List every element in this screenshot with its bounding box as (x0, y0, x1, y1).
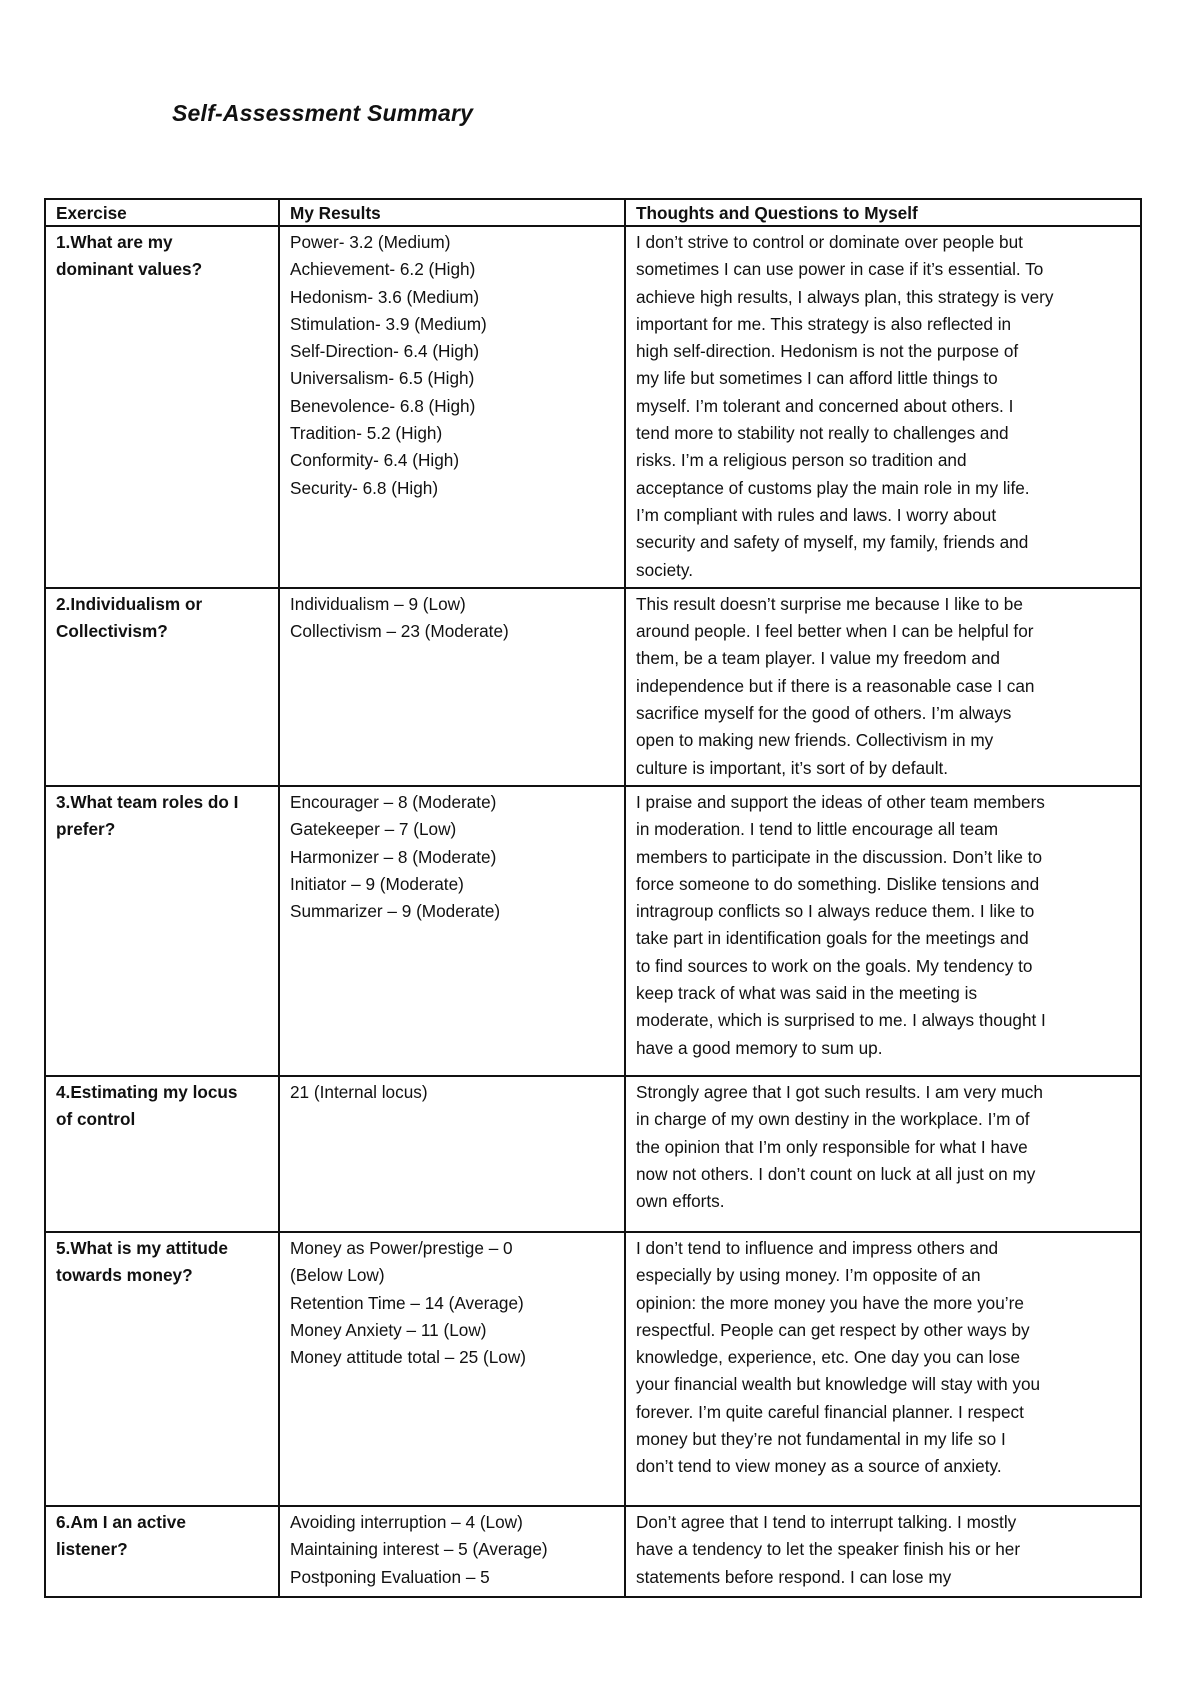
thoughts-line: high self-direction. Hedonism is not the purpose of (636, 341, 1019, 362)
results-line: Collectivism – 23 (Moderate) (290, 621, 509, 642)
table-row (45, 588, 1141, 786)
exercise-line: 4.Estimating my locus (56, 1081, 238, 1102)
header-thoughts: Thoughts and Questions to Myself (625, 199, 1141, 226)
thoughts-line: now not others. I don’t count on luck at all just on my (636, 1163, 1036, 1184)
thoughts-line: Don’t agree that I tend to interrupt talking. I mostly (636, 1511, 1017, 1532)
results-line: Encourager – 8 (Moderate) (290, 791, 497, 812)
exercise-cell (45, 786, 279, 1076)
thoughts-line: moderate, which is surprised to me. I always thought I (636, 1010, 1046, 1031)
thoughts-line: my life but sometimes I can afford little things to (636, 368, 998, 389)
results-line: Initiator – 9 (Moderate) (290, 873, 464, 894)
thoughts-line: sacrifice myself for the good of others. I’m always (636, 703, 1012, 724)
table-row (45, 1506, 1141, 1597)
thoughts-line: myself. I’m tolerant and concerned about others. I (636, 395, 1014, 416)
thoughts-cell (625, 226, 1141, 588)
results-line: Hedonism- 3.6 (Medium) (290, 286, 480, 307)
thoughts-line: knowledge, experience, etc. One day you can lose (636, 1347, 1021, 1368)
thoughts-line: security and safety of myself, my family, friends and (636, 532, 1029, 553)
table-row (45, 786, 1141, 1076)
thoughts-line: achieve high results, I always plan, this strategy is very (636, 286, 1054, 307)
results-cell (279, 1076, 625, 1232)
results-line: (Below Low) (290, 1265, 385, 1286)
thoughts-line: sometimes I can use power in case if it’s essential. To (636, 259, 1044, 280)
thoughts-line: in moderation. I tend to little encourage all team (636, 819, 999, 840)
results-cell (279, 1506, 625, 1597)
thoughts-line: intragroup conflicts so I always reduce them. I like to (636, 901, 1035, 922)
results-line: Power- 3.2 (Medium) (290, 232, 451, 252)
thoughts-line: take part in identification goals for the meetings and (636, 928, 1029, 949)
thoughts-line: important for me. This strategy is also reflected in (636, 313, 1012, 334)
results-line: Harmonizer – 8 (Moderate) (290, 846, 497, 867)
thoughts-line: money but they’re not fundamental in my life so I (636, 1429, 1006, 1450)
thoughts-line: own efforts. (636, 1191, 725, 1212)
thoughts-line: in charge of my own destiny in the workplace. I’m of (636, 1109, 1030, 1130)
results-line: Money Anxiety – 11 (Low) (290, 1319, 487, 1340)
results-line: Retention Time – 14 (Average) (290, 1292, 524, 1313)
results-line: Money attitude total – 25 (Low) (290, 1347, 526, 1368)
results-line: Achievement- 6.2 (High) (290, 259, 476, 280)
document-title: Self-Assessment Summary (172, 100, 474, 126)
thoughts-line: respectful. People can get respect by other ways by (636, 1319, 1030, 1340)
exercise-cell (45, 1232, 279, 1506)
exercise-line: 2.Individualism or (56, 593, 203, 614)
exercise-cell (45, 226, 279, 588)
thoughts-cell (625, 1506, 1141, 1597)
results-line: Summarizer – 9 (Moderate) (290, 901, 501, 922)
results-cell (279, 1232, 625, 1506)
thoughts-line: acceptance of customs play the main role in my life. (636, 477, 1030, 498)
table-header-row (45, 199, 1141, 226)
results-line: Individualism – 9 (Low) (290, 593, 466, 614)
thoughts-cell (625, 588, 1141, 786)
exercise-line: towards money? (56, 1265, 193, 1286)
exercise-line: 3.What team roles do I (56, 791, 239, 812)
table-row (45, 1076, 1141, 1232)
thoughts-cell (625, 786, 1141, 1076)
results-line: 21 (Internal locus) (290, 1081, 428, 1102)
table-body (45, 226, 1141, 1597)
results-line: Stimulation- 3.9 (Medium) (290, 313, 487, 334)
thoughts-line: I don’t strive to control or dominate over people but (636, 232, 1023, 252)
thoughts-line: forever. I’m quite careful financial planner. I respect (636, 1401, 1024, 1422)
thoughts-line: tend more to stability not really to challenges and (636, 423, 1009, 444)
exercise-line: dominant values? (56, 259, 203, 280)
results-line: Universalism- 6.5 (High) (290, 368, 475, 389)
thoughts-line: them, be a team player. I value my freedom and (636, 648, 1000, 669)
thoughts-line: risks. I’m a religious person so tradition and (636, 450, 967, 471)
exercise-line: prefer? (56, 819, 116, 840)
thoughts-line: have a good memory to sum up. (636, 1037, 883, 1058)
results-line: Money as Power/prestige – 0 (290, 1237, 513, 1258)
thoughts-line: have a tendency to let the speaker finish his or her (636, 1539, 1021, 1560)
self-assessment-table (44, 198, 1142, 1598)
thoughts-cell (625, 1232, 1141, 1506)
thoughts-line: your financial wealth but knowledge will stay with you (636, 1374, 1041, 1395)
exercise-cell (45, 588, 279, 786)
results-line: Postponing Evaluation – 5 (290, 1566, 490, 1587)
thoughts-line: members to participate in the discussion. Don’t like to (636, 846, 1043, 867)
thoughts-line: the opinion that I’m only responsible for what I have (636, 1136, 1028, 1157)
thoughts-line: especially by using money. I’m opposite of an (636, 1265, 981, 1286)
exercise-line: 6.Am I an active (56, 1511, 186, 1532)
table-row (45, 226, 1141, 588)
exercise-line: 1.What are my (56, 232, 173, 252)
results-line: Conformity- 6.4 (High) (290, 450, 460, 471)
thoughts-line: This result doesn’t surprise me because I like to be (636, 593, 1023, 614)
thoughts-line: Strongly agree that I got such results. I am very much (636, 1081, 1043, 1102)
thoughts-line: I praise and support the ideas of other team members (636, 791, 1045, 812)
exercise-line: of control (56, 1109, 136, 1130)
exercise-line: Collectivism? (56, 621, 168, 642)
thoughts-line: to find sources to work on the goals. My tendency to (636, 955, 1033, 976)
thoughts-line: I don’t tend to influence and impress others and (636, 1237, 999, 1258)
table-row (45, 1232, 1141, 1506)
results-cell (279, 588, 625, 786)
thoughts-line: force someone to do something. Dislike tensions and (636, 873, 1040, 894)
exercise-line: listener? (56, 1539, 128, 1560)
results-line: Self-Direction- 6.4 (High) (290, 341, 480, 362)
results-cell (279, 226, 625, 588)
thoughts-line: keep track of what was said in the meeting is (636, 983, 978, 1004)
results-line: Benevolence- 6.8 (High) (290, 395, 476, 416)
thoughts-line: culture is important, it’s sort of by default. (636, 757, 949, 778)
thoughts-line: I’m compliant with rules and laws. I worry about (636, 504, 997, 525)
thoughts-line: independence but if there is a reasonable case I can (636, 675, 1035, 696)
thoughts-line: society. (636, 559, 693, 580)
results-line: Maintaining interest – 5 (Average) (290, 1539, 548, 1560)
results-cell (279, 786, 625, 1076)
results-line: Security- 6.8 (High) (290, 477, 439, 498)
thoughts-line: statements before respond. I can lose my (636, 1566, 952, 1587)
exercise-line: 5.What is my attitude (56, 1237, 228, 1258)
header-my-results: My Results (279, 199, 625, 226)
results-line: Tradition- 5.2 (High) (290, 423, 443, 444)
thoughts-line: opinion: the more money you have the more you’re (636, 1292, 1024, 1313)
header-exercise: Exercise (45, 199, 279, 226)
results-line: Gatekeeper – 7 (Low) (290, 819, 457, 840)
thoughts-cell (625, 1076, 1141, 1232)
thoughts-line: don’t tend to view money as a source of anxiety. (636, 1456, 1002, 1477)
thoughts-line: open to making new friends. Collectivism in my (636, 730, 994, 751)
thoughts-line: around people. I feel better when I can be helpful for (636, 621, 1034, 642)
exercise-cell (45, 1506, 279, 1597)
exercise-cell (45, 1076, 279, 1232)
results-line: Avoiding interruption – 4 (Low) (290, 1511, 523, 1532)
